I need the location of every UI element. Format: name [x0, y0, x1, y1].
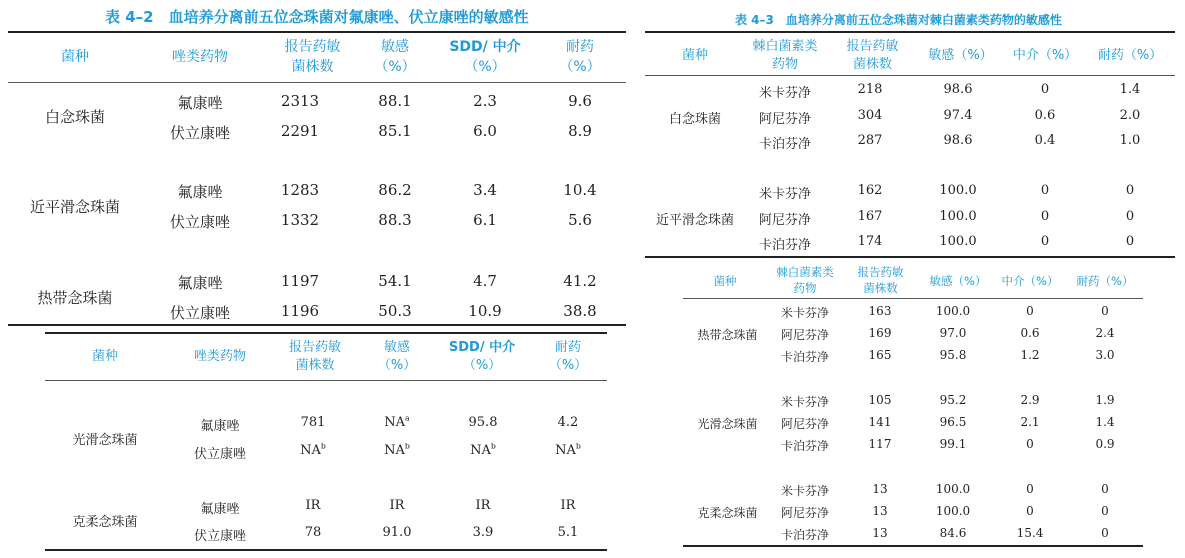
drug-cell: 伏立康唑 — [193, 447, 246, 462]
species-cell: 近平滑念珠菌 — [655, 213, 734, 228]
intermediate-cell: 0 — [1026, 304, 1034, 318]
sensitive-cell: 100.0 — [939, 183, 977, 198]
sensitive-cell: 100.0 — [935, 482, 971, 496]
count-cell: 1283 — [280, 181, 320, 199]
header-drug-line2: 药物 — [793, 281, 817, 296]
header-drug-line2: 药物 — [771, 57, 798, 73]
sdd-cell: 2.3 — [473, 92, 497, 110]
sensitive-cell: 100.0 — [939, 209, 977, 224]
count-cell: 165 — [868, 348, 892, 362]
sdd-cell: 95.8 — [468, 415, 498, 430]
value-text: NA — [555, 443, 576, 458]
resistant-cell: 0 — [1125, 209, 1135, 224]
header-intermediate: 中介（%） — [1001, 274, 1059, 288]
count-cell — [278, 443, 348, 458]
resistant-cell: 0 — [1101, 526, 1109, 540]
header-sensitive-line1: 敏感 — [381, 39, 409, 55]
header-sdd-line1: SDD/ 中介 — [448, 340, 516, 355]
resistant-cell: 8.9 — [568, 122, 592, 140]
sdd-cell: 3.4 — [473, 181, 497, 199]
sensitive-cell: 100.0 — [935, 504, 971, 518]
sdd-cell — [448, 443, 518, 458]
table-bottom-rule — [645, 256, 1175, 258]
count-cell: 117 — [868, 437, 892, 451]
header-sdd — [430, 38, 540, 77]
resistant-cell: 4.2 — [557, 415, 579, 430]
intermediate-cell: 0 — [1040, 209, 1050, 224]
count-cell: 167 — [857, 209, 883, 224]
sdd-cell: 4.7 — [473, 272, 497, 290]
resistant-cell: 2.4 — [1095, 326, 1115, 340]
resistant-cell: 3.0 — [1095, 348, 1115, 362]
sensitive-cell: IR — [389, 498, 405, 513]
resistant-cell: 0.9 — [1095, 437, 1115, 451]
table-bottom-rule — [45, 549, 607, 551]
intermediate-cell: 15.4 — [1016, 526, 1044, 540]
value-text: NA — [384, 415, 406, 430]
sdd-cell: 6.1 — [473, 211, 497, 229]
resistant-cell: 38.8 — [563, 302, 597, 320]
count-cell: 1196 — [280, 302, 320, 320]
count-cell: 304 — [857, 108, 883, 123]
sensitive-cell: 98.6 — [943, 133, 973, 148]
sdd-cell: 6.0 — [473, 122, 497, 140]
resistant-cell: 0 — [1101, 482, 1109, 496]
header-sensitive: 敏感（%） — [928, 48, 993, 63]
header-resistant-line1: 耐药 — [566, 39, 594, 55]
header-drug — [745, 38, 825, 74]
header-drug: 唑类药物 — [193, 349, 246, 364]
intermediate-cell: 2.9 — [1020, 393, 1040, 407]
header-sensitive — [362, 339, 432, 375]
intermediate-cell: 0.4 — [1034, 133, 1056, 148]
header-resistant-line1: 耐药 — [554, 340, 581, 355]
resistant-cell: 1.0 — [1119, 133, 1141, 148]
count-cell: 78 — [304, 525, 322, 540]
species-cell: 热带念珠菌 — [37, 289, 113, 307]
resistant-cell: 10.4 — [563, 181, 597, 199]
sensitive-cell: 86.2 — [378, 181, 412, 199]
sensitive-cell: 100.0 — [939, 234, 977, 249]
count-cell: 13 — [872, 482, 888, 496]
sdd-cell: IR — [475, 498, 491, 513]
drug-cell: 伏立康唑 — [169, 213, 230, 231]
header-sensitive-line1: 敏感 — [383, 340, 410, 355]
sensitive-cell — [362, 443, 432, 458]
header-reported-line2: 菌株数 — [291, 58, 334, 75]
sensitive-cell: 96.5 — [939, 415, 967, 429]
header-species: 菌种 — [61, 49, 89, 65]
header-species: 菌种 — [713, 274, 737, 288]
footnote-mark: b — [404, 441, 410, 451]
drug-cell: 卡泊芬净 — [780, 439, 829, 453]
resistant-cell: 41.2 — [563, 272, 597, 290]
sensitive-cell: 95.2 — [939, 393, 967, 407]
sdd-cell: 3.9 — [472, 525, 494, 540]
header-drug-line1: 棘白菌素类 — [752, 39, 818, 54]
table-4-2-caption: 表 4–2 血培养分离前五位念珠菌对氟康唑、伏立康唑的敏感性 — [105, 8, 529, 26]
sensitive-cell: 100.0 — [935, 304, 971, 318]
table-top-rule — [45, 332, 607, 334]
header-reported-line2: 菌株数 — [295, 358, 335, 374]
header-resistant — [533, 339, 603, 375]
drug-cell: 氟康唑 — [200, 419, 240, 434]
sensitive-cell — [362, 415, 432, 430]
species-cell: 白念珠菌 — [44, 108, 105, 126]
drug-cell: 米卡芬净 — [780, 484, 829, 498]
intermediate-cell: 0 — [1026, 504, 1034, 518]
header-reported — [275, 339, 355, 375]
resistant-cell: 5.1 — [557, 525, 579, 540]
header-resistant: 耐药（%） — [1076, 274, 1134, 288]
sensitive-cell: 97.0 — [939, 326, 967, 340]
header-reported-line1: 报告药敏 — [857, 265, 904, 279]
species-cell: 热带念珠菌 — [697, 328, 758, 342]
intermediate-cell: 0 — [1026, 482, 1034, 496]
intermediate-cell: 0 — [1040, 234, 1050, 249]
drug-cell: 米卡芬净 — [780, 306, 829, 320]
drug-cell: 卡泊芬净 — [758, 137, 811, 152]
count-cell: 13 — [872, 526, 888, 540]
count-cell: 13 — [872, 504, 888, 518]
resistant-cell: 5.6 — [568, 211, 592, 229]
table-bottom-rule — [683, 545, 1143, 547]
header-resistant: 耐药（%） — [1097, 48, 1163, 63]
count-cell: IR — [305, 498, 321, 513]
header-sdd-line2: （%） — [462, 358, 502, 374]
header-sensitive: 敏感（%） — [929, 274, 987, 288]
species-cell: 克柔念珠菌 — [72, 515, 138, 530]
sensitive-cell: 88.1 — [378, 92, 412, 110]
resistant-cell: 0 — [1101, 304, 1109, 318]
intermediate-cell: 0 — [1026, 437, 1034, 451]
drug-cell: 氟康唑 — [200, 502, 240, 517]
resistant-cell: 1.4 — [1095, 415, 1115, 429]
species-cell: 克柔念珠菌 — [697, 506, 758, 520]
drug-cell: 阿尼芬净 — [758, 112, 811, 127]
header-sensitive-line2: （%） — [377, 358, 417, 374]
header-sdd-line1: SDD/ 中介 — [449, 39, 521, 55]
footnote-mark: b — [320, 441, 326, 451]
header-sdd-line2: （%） — [464, 58, 506, 75]
drug-cell: 米卡芬净 — [758, 86, 811, 101]
sensitive-cell: 54.1 — [378, 272, 412, 290]
header-resistant-line2: （%） — [559, 58, 601, 75]
drug-cell: 伏立康唑 — [169, 304, 230, 322]
sensitive-cell: 88.3 — [378, 211, 412, 229]
intermediate-cell: 0 — [1040, 183, 1050, 198]
table-4-3-caption: 表 4–3 血培养分离前五位念珠菌对棘白菌素类药物的敏感性 — [735, 13, 1062, 27]
footnote-mark: a — [405, 413, 410, 423]
sensitive-cell: 85.1 — [378, 122, 412, 140]
header-reported-line1: 报告药敏 — [846, 39, 899, 54]
header-rule — [8, 82, 626, 83]
count-cell: 174 — [857, 234, 883, 249]
header-species: 菌种 — [681, 48, 708, 63]
sensitive-cell: 95.8 — [939, 348, 967, 362]
drug-cell: 卡泊芬净 — [780, 528, 829, 542]
sensitive-cell: 91.0 — [382, 525, 412, 540]
intermediate-cell: 0.6 — [1034, 108, 1056, 123]
header-reported-line2: 菌株数 — [863, 281, 898, 296]
species-cell: 近平滑念珠菌 — [29, 198, 120, 216]
drug-cell: 伏立康唑 — [193, 529, 246, 544]
drug-cell: 伏立康唑 — [169, 124, 230, 142]
drug-cell: 氟康唑 — [177, 94, 223, 112]
header-reported — [265, 38, 360, 77]
resistant-cell: 1.9 — [1095, 393, 1115, 407]
intermediate-cell: 1.2 — [1020, 348, 1040, 362]
sdd-cell: 10.9 — [468, 302, 502, 320]
header-resistant-line2: （%） — [548, 358, 588, 374]
header-resistant — [545, 38, 615, 77]
resistant-cell: 1.4 — [1119, 82, 1141, 97]
drug-cell: 阿尼芬净 — [780, 417, 829, 431]
value-text: NA — [300, 443, 321, 458]
drug-cell: 米卡芬净 — [758, 187, 811, 202]
count-cell: 1197 — [280, 272, 320, 290]
species-cell: 白念珠菌 — [668, 112, 721, 127]
header-reported-line2: 菌株数 — [852, 57, 892, 73]
resistant-cell: 0 — [1125, 234, 1135, 249]
value-text: NA — [384, 443, 405, 458]
count-cell: 163 — [868, 304, 892, 318]
header-drug: 唑类药物 — [172, 49, 228, 65]
footnote-mark: b — [490, 441, 496, 451]
drug-cell: 卡泊芬净 — [758, 238, 811, 253]
count-cell: 781 — [300, 415, 326, 430]
header-reported-line1: 报告药敏 — [284, 39, 341, 55]
header-rule — [645, 75, 1175, 76]
species-cell: 光滑念珠菌 — [697, 417, 758, 431]
drug-cell: 氟康唑 — [177, 274, 223, 292]
header-sensitive-line2: （%） — [374, 58, 416, 75]
header-rule — [45, 380, 607, 381]
drug-cell: 阿尼芬净 — [780, 328, 829, 342]
count-cell: 2313 — [280, 92, 320, 110]
header-rule — [683, 298, 1143, 299]
header-sdd — [432, 339, 532, 375]
count-cell: 105 — [868, 393, 892, 407]
header-intermediate: 中介（%） — [1012, 48, 1078, 63]
intermediate-cell: 0 — [1040, 82, 1050, 97]
header-species: 菌种 — [91, 349, 118, 364]
drug-cell: 阿尼芬净 — [758, 213, 811, 228]
count-cell: 162 — [857, 183, 883, 198]
count-cell: 141 — [868, 415, 892, 429]
drug-cell: 卡泊芬净 — [780, 350, 829, 364]
intermediate-cell: 0.6 — [1020, 326, 1040, 340]
sensitive-cell: 84.6 — [939, 526, 967, 540]
footnote-mark: b — [575, 441, 581, 451]
header-reported — [848, 264, 913, 296]
resistant-cell: IR — [560, 498, 576, 513]
header-sensitive — [360, 38, 430, 77]
drug-cell: 米卡芬净 — [780, 395, 829, 409]
value-text: NA — [470, 443, 491, 458]
drug-cell: 氟康唑 — [177, 183, 223, 201]
intermediate-cell: 2.1 — [1020, 415, 1040, 429]
resistant-cell: 2.0 — [1119, 108, 1141, 123]
resistant-cell: 0 — [1101, 504, 1109, 518]
header-drug-line1: 棘白菌素类 — [776, 265, 834, 279]
header-reported-line1: 报告药敏 — [288, 340, 341, 355]
sensitive-cell: 97.4 — [943, 108, 973, 123]
count-cell: 2291 — [280, 122, 320, 140]
header-reported — [835, 38, 910, 74]
resistant-cell: 9.6 — [568, 92, 592, 110]
species-cell: 光滑念珠菌 — [72, 433, 138, 448]
table-top-rule — [8, 31, 626, 33]
resistant-cell — [533, 443, 603, 458]
sensitive-cell: 98.6 — [943, 82, 973, 97]
sensitive-cell: 50.3 — [378, 302, 412, 320]
count-cell: 218 — [857, 82, 883, 97]
sensitive-cell: 99.1 — [939, 437, 967, 451]
resistant-cell: 0 — [1125, 183, 1135, 198]
table-bottom-rule — [8, 324, 626, 326]
count-cell: 169 — [868, 326, 892, 340]
drug-cell: 阿尼芬净 — [780, 506, 829, 520]
count-cell: 1332 — [280, 211, 320, 229]
table-top-rule — [645, 31, 1175, 33]
header-drug — [770, 264, 840, 296]
count-cell: 287 — [857, 133, 883, 148]
